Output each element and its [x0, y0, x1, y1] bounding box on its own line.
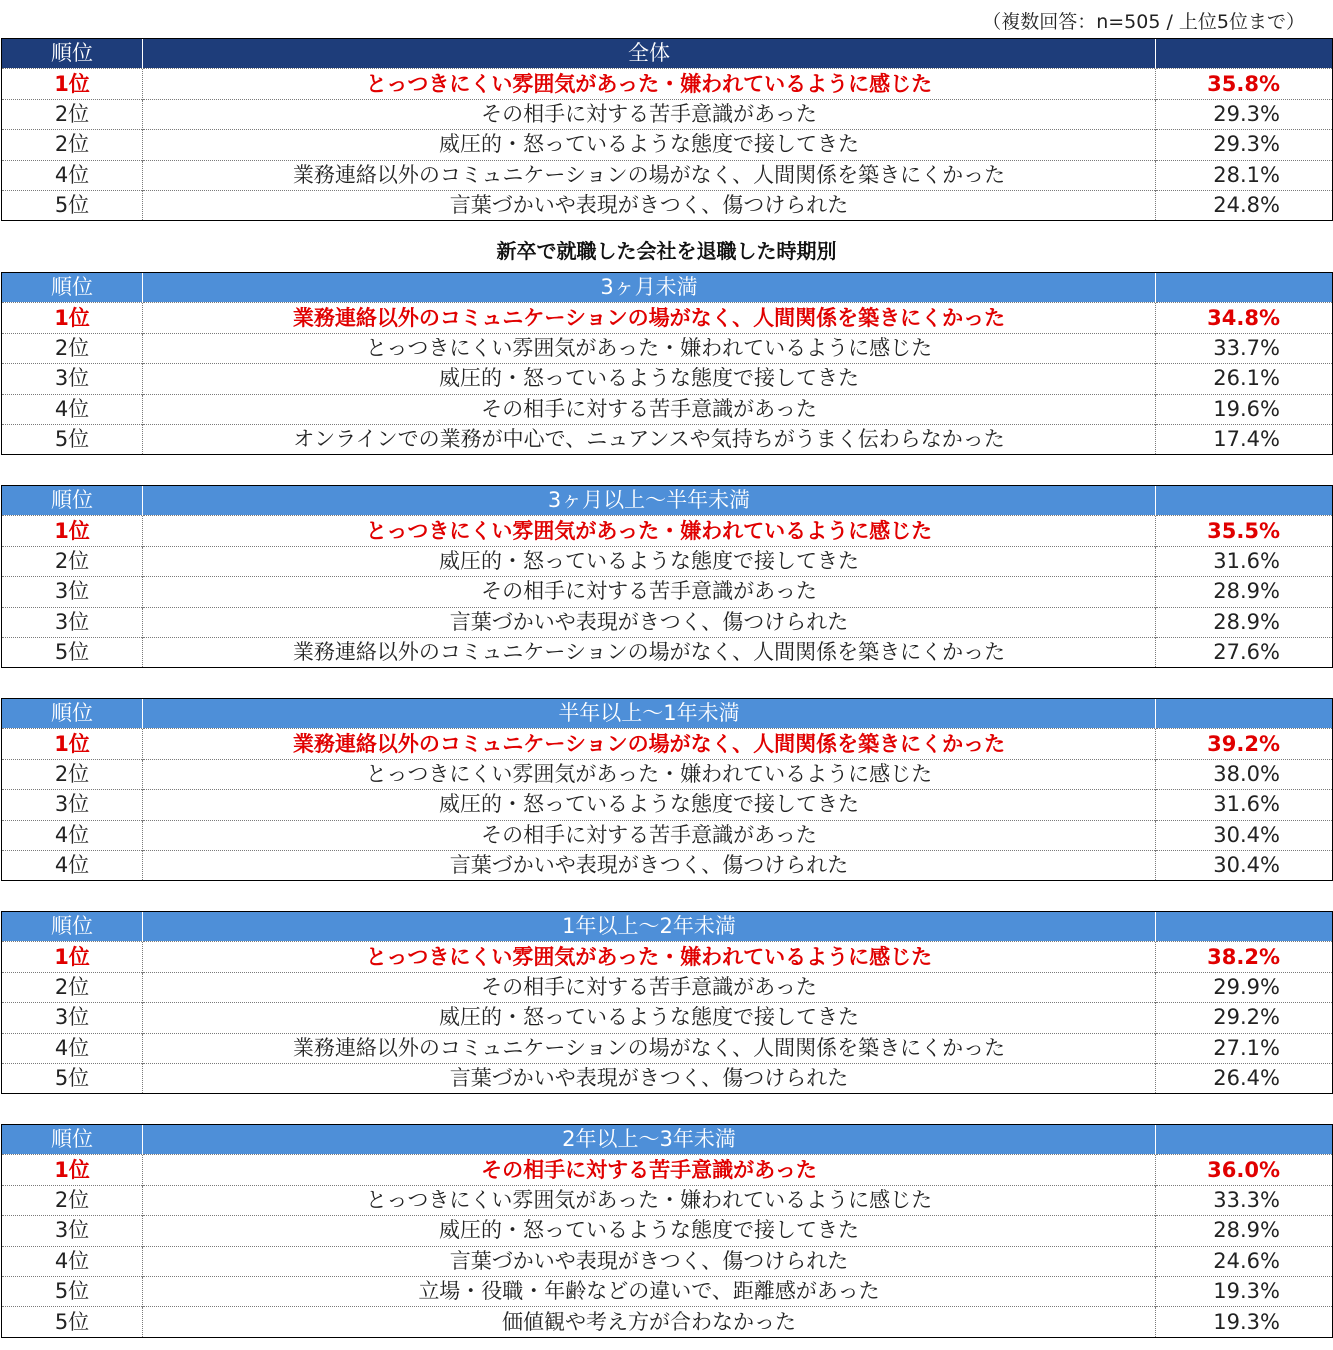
item-cell: その相手に対する苦手意識があった: [143, 577, 1156, 607]
percent-cell: 19.3%: [1156, 1276, 1333, 1306]
ranking-table-under-3-months: [1, 272, 1333, 455]
table-row: [2, 130, 1333, 160]
rank-cell: 3位: [2, 790, 143, 820]
rank-cell: 4位: [2, 820, 143, 850]
percent-cell: 29.3%: [1156, 99, 1333, 129]
percent-cell: 27.6%: [1156, 637, 1333, 667]
percent-column-header: [1156, 699, 1333, 729]
table-header-row: [2, 39, 1333, 69]
item-cell: 威圧的・怒っているような態度で接してきた: [143, 546, 1156, 576]
percent-cell: 19.6%: [1156, 394, 1333, 424]
table-row: [2, 850, 1333, 880]
table-header-row: [2, 273, 1333, 303]
table-row: [2, 160, 1333, 190]
group-column-header: 半年以上～1年未満: [143, 699, 1156, 729]
rank-cell: 1位: [2, 942, 143, 972]
group-column-header: 3ヶ月未満: [143, 273, 1156, 303]
table-row: [2, 1155, 1333, 1185]
rank-column-header: 順位: [2, 1125, 143, 1155]
rank-cell: 4位: [2, 1246, 143, 1276]
rank-cell: 2位: [2, 130, 143, 160]
percent-cell: 30.4%: [1156, 850, 1333, 880]
percent-cell: 29.9%: [1156, 972, 1333, 1002]
item-cell: 業務連絡以外のコミュニケーションの場がなく、人間関係を築きにくかった: [143, 303, 1156, 333]
table-row: [2, 820, 1333, 850]
percent-cell: 29.2%: [1156, 1003, 1333, 1033]
item-cell: とっつきにくい雰囲気があった・嫌われているように感じた: [143, 333, 1156, 363]
percent-cell: 26.4%: [1156, 1063, 1333, 1093]
table-row: [2, 790, 1333, 820]
rank-cell: 3位: [2, 1216, 143, 1246]
rank-cell: 2位: [2, 972, 143, 1002]
percent-cell: 36.0%: [1156, 1155, 1333, 1185]
percent-cell: 28.9%: [1156, 607, 1333, 637]
rank-cell: 3位: [2, 577, 143, 607]
table-row: [2, 69, 1333, 99]
table-row: [2, 394, 1333, 424]
rank-cell: 4位: [2, 1033, 143, 1063]
rank-cell: 2位: [2, 99, 143, 129]
percent-cell: 39.2%: [1156, 729, 1333, 759]
percent-cell: 34.8%: [1156, 303, 1333, 333]
table-row: [2, 424, 1333, 454]
table-header-row: [2, 699, 1333, 729]
rank-cell: 5位: [2, 1307, 143, 1337]
rank-cell: 2位: [2, 1185, 143, 1215]
ranking-table-1-to-2-years: [1, 911, 1333, 1094]
table-row: [2, 1276, 1333, 1306]
percent-column-header: [1156, 1125, 1333, 1155]
group-column-header: 全体: [143, 39, 1156, 69]
item-cell: その相手に対する苦手意識があった: [143, 1155, 1156, 1185]
table-header-row: [2, 912, 1333, 942]
item-cell: 業務連絡以外のコミュニケーションの場がなく、人間関係を築きにくかった: [143, 729, 1156, 759]
table-header-row: [2, 486, 1333, 516]
item-cell: その相手に対する苦手意識があった: [143, 820, 1156, 850]
percent-cell: 24.8%: [1156, 190, 1333, 220]
table-row: [2, 364, 1333, 394]
item-cell: 言葉づかいや表現がきつく、傷つけられた: [143, 607, 1156, 637]
rank-cell: 4位: [2, 394, 143, 424]
rank-cell: 1位: [2, 729, 143, 759]
rank-column-header: 順位: [2, 699, 143, 729]
item-cell: その相手に対する苦手意識があった: [143, 394, 1156, 424]
table-row: [2, 759, 1333, 789]
table-row: [2, 729, 1333, 759]
rank-cell: 3位: [2, 1003, 143, 1033]
rank-cell: 2位: [2, 333, 143, 363]
percent-cell: 29.3%: [1156, 130, 1333, 160]
table-header-row: [2, 1125, 1333, 1155]
table-row: [2, 942, 1333, 972]
group-column-header: 1年以上～2年未満: [143, 912, 1156, 942]
table-row: [2, 1307, 1333, 1337]
percent-cell: 31.6%: [1156, 546, 1333, 576]
table-row: [2, 333, 1333, 363]
group-column-header: 2年以上～3年未満: [143, 1125, 1156, 1155]
rank-cell: 3位: [2, 607, 143, 637]
rank-column-header: 順位: [2, 912, 143, 942]
rank-cell: 1位: [2, 516, 143, 546]
table-row: [2, 1185, 1333, 1215]
percent-column-header: [1156, 273, 1333, 303]
percent-cell: 33.7%: [1156, 333, 1333, 363]
percent-column-header: [1156, 39, 1333, 69]
table-row: [2, 1246, 1333, 1276]
item-cell: 価値観や考え方が合わなかった: [143, 1307, 1156, 1337]
section-title: 新卒で就職した会社を退職した時期別: [496, 239, 837, 263]
item-cell: その相手に対する苦手意識があった: [143, 972, 1156, 1002]
item-cell: 立場・役職・年齢などの違いで、距離感があった: [143, 1276, 1156, 1306]
item-cell: 業務連絡以外のコミュニケーションの場がなく、人間関係を築きにくかった: [143, 160, 1156, 190]
ranking-table-6-to-12-months: [1, 698, 1333, 881]
rank-column-header: 順位: [2, 39, 143, 69]
table-row: [2, 303, 1333, 333]
item-cell: オンラインでの業務が中心で、ニュアンスや気持ちがうまく伝わらなかった: [143, 424, 1156, 454]
table-row: [2, 972, 1333, 1002]
item-cell: 威圧的・怒っているような態度で接してきた: [143, 364, 1156, 394]
percent-cell: 19.3%: [1156, 1307, 1333, 1337]
percent-cell: 38.2%: [1156, 942, 1333, 972]
item-cell: とっつきにくい雰囲気があった・嫌われているように感じた: [143, 69, 1156, 99]
table-row: [2, 190, 1333, 220]
item-cell: 業務連絡以外のコミュニケーションの場がなく、人間関係を築きにくかった: [143, 637, 1156, 667]
percent-cell: 30.4%: [1156, 820, 1333, 850]
percent-cell: 17.4%: [1156, 424, 1333, 454]
rank-cell: 5位: [2, 637, 143, 667]
table-row: [2, 516, 1333, 546]
rank-cell: 5位: [2, 424, 143, 454]
ranking-table-overall: [1, 38, 1333, 221]
rank-cell: 5位: [2, 1063, 143, 1093]
rank-cell: 2位: [2, 759, 143, 789]
ranking-table-2-to-3-years: [1, 1124, 1333, 1338]
percent-cell: 31.6%: [1156, 790, 1333, 820]
item-cell: とっつきにくい雰囲気があった・嫌われているように感じた: [143, 759, 1156, 789]
rank-cell: 1位: [2, 69, 143, 99]
item-cell: その相手に対する苦手意識があった: [143, 99, 1156, 129]
item-cell: 言葉づかいや表現がきつく、傷つけられた: [143, 850, 1156, 880]
item-cell: とっつきにくい雰囲気があった・嫌われているように感じた: [143, 942, 1156, 972]
percent-cell: 38.0%: [1156, 759, 1333, 789]
table-row: [2, 1063, 1333, 1093]
rank-cell: 4位: [2, 160, 143, 190]
item-cell: とっつきにくい雰囲気があった・嫌われているように感じた: [143, 1185, 1156, 1215]
table-row: [2, 546, 1333, 576]
table-row: [2, 637, 1333, 667]
percent-cell: 35.5%: [1156, 516, 1333, 546]
sample-note: （複数回答：n=505 / 上位5位まで）: [982, 11, 1305, 33]
percent-column-header: [1156, 486, 1333, 516]
item-cell: 言葉づかいや表現がきつく、傷つけられた: [143, 190, 1156, 220]
rank-column-header: 順位: [2, 273, 143, 303]
group-column-header: 3ヶ月以上～半年未満: [143, 486, 1156, 516]
percent-cell: 26.1%: [1156, 364, 1333, 394]
item-cell: 威圧的・怒っているような態度で接してきた: [143, 1003, 1156, 1033]
rank-cell: 4位: [2, 850, 143, 880]
table-row: [2, 1216, 1333, 1246]
item-cell: 威圧的・怒っているような態度で接してきた: [143, 790, 1156, 820]
percent-cell: 27.1%: [1156, 1033, 1333, 1063]
rank-cell: 5位: [2, 1276, 143, 1306]
percent-cell: 35.8%: [1156, 69, 1333, 99]
percent-cell: 28.1%: [1156, 160, 1333, 190]
rank-cell: 3位: [2, 364, 143, 394]
percent-cell: 24.6%: [1156, 1246, 1333, 1276]
item-cell: とっつきにくい雰囲気があった・嫌われているように感じた: [143, 516, 1156, 546]
item-cell: 言葉づかいや表現がきつく、傷つけられた: [143, 1063, 1156, 1093]
percent-cell: 28.9%: [1156, 1216, 1333, 1246]
percent-cell: 33.3%: [1156, 1185, 1333, 1215]
item-cell: 威圧的・怒っているような態度で接してきた: [143, 1216, 1156, 1246]
rank-cell: 1位: [2, 303, 143, 333]
table-row: [2, 99, 1333, 129]
rank-cell: 1位: [2, 1155, 143, 1185]
item-cell: 業務連絡以外のコミュニケーションの場がなく、人間関係を築きにくかった: [143, 1033, 1156, 1063]
percent-column-header: [1156, 912, 1333, 942]
rank-cell: 2位: [2, 546, 143, 576]
table-row: [2, 1033, 1333, 1063]
rank-column-header: 順位: [2, 486, 143, 516]
table-row: [2, 607, 1333, 637]
item-cell: 威圧的・怒っているような態度で接してきた: [143, 130, 1156, 160]
table-row: [2, 1003, 1333, 1033]
percent-cell: 28.9%: [1156, 577, 1333, 607]
table-row: [2, 577, 1333, 607]
rank-cell: 5位: [2, 190, 143, 220]
ranking-table-3-to-6-months: [1, 485, 1333, 668]
item-cell: 言葉づかいや表現がきつく、傷つけられた: [143, 1246, 1156, 1276]
